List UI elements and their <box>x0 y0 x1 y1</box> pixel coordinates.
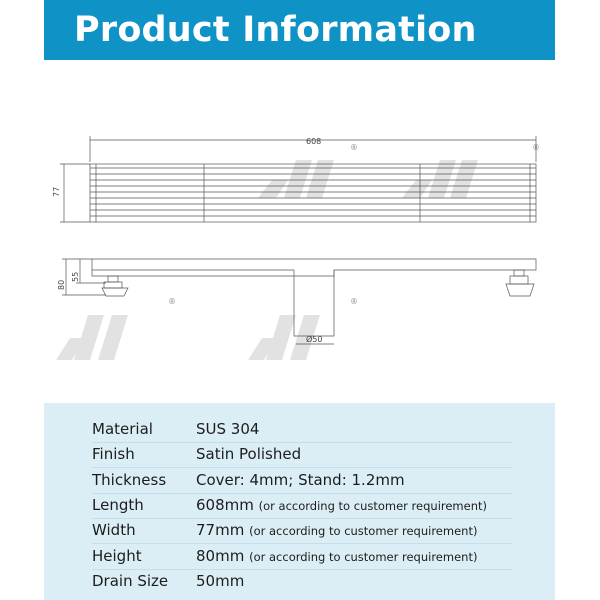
spec-value-text: 77mm <box>196 521 245 540</box>
spec-label: Thickness <box>92 470 167 489</box>
spec-label: Length <box>92 495 144 514</box>
spec-row <box>92 544 512 570</box>
spec-note: (or according to customer requirement) <box>249 524 478 539</box>
spec-row <box>92 569 512 594</box>
spec-value-text: Cover: 4mm; Stand: 1.2mm <box>196 470 405 489</box>
registered-mark-4: ® <box>350 297 358 306</box>
total-height-dimension: 80 <box>57 279 66 290</box>
spec-label: Material <box>92 420 153 438</box>
page-title: Product Information <box>74 10 477 50</box>
spec-value <box>196 518 477 544</box>
spec-table <box>44 403 555 600</box>
spec-value-text: 50mm <box>196 571 245 590</box>
spec-row <box>92 518 512 544</box>
width-dimension: 608 <box>306 137 322 146</box>
watermark-logo <box>56 160 478 360</box>
spec-label: Height <box>92 546 142 565</box>
spec-row <box>92 493 512 519</box>
spec-value-text: 608mm <box>196 495 254 514</box>
spec-label: Width <box>92 521 136 540</box>
registered-mark-3: ® <box>168 297 176 306</box>
registered-mark-2: ® <box>532 143 540 152</box>
spec-value <box>196 442 301 467</box>
spec-value-text: SUS 304 <box>196 420 260 438</box>
registered-mark: ® <box>350 143 358 152</box>
header-banner <box>44 0 555 60</box>
spec-row <box>92 468 512 494</box>
drain-dimension: Ø50 <box>306 335 323 344</box>
spec-value <box>196 493 487 519</box>
body-height-dimension: 55 <box>71 271 80 282</box>
drawing-svg <box>44 100 555 400</box>
spec-value-text: 80mm <box>196 546 245 565</box>
spec-note: (or according to customer requirement) <box>249 549 478 564</box>
spec-value-text: Satin Polished <box>196 445 302 464</box>
spec-value <box>196 468 405 493</box>
spec-note: (or according to customer requirement) <box>258 498 487 513</box>
spec-label: Finish <box>92 445 135 464</box>
spec-row <box>92 442 512 468</box>
spec-value <box>196 569 244 594</box>
spec-row <box>92 417 512 443</box>
spec-label: Drain Size <box>92 571 169 590</box>
technical-drawing <box>44 100 555 400</box>
spec-value <box>196 417 259 442</box>
spec-value <box>196 544 477 570</box>
height-dimension: 77 <box>52 186 61 197</box>
